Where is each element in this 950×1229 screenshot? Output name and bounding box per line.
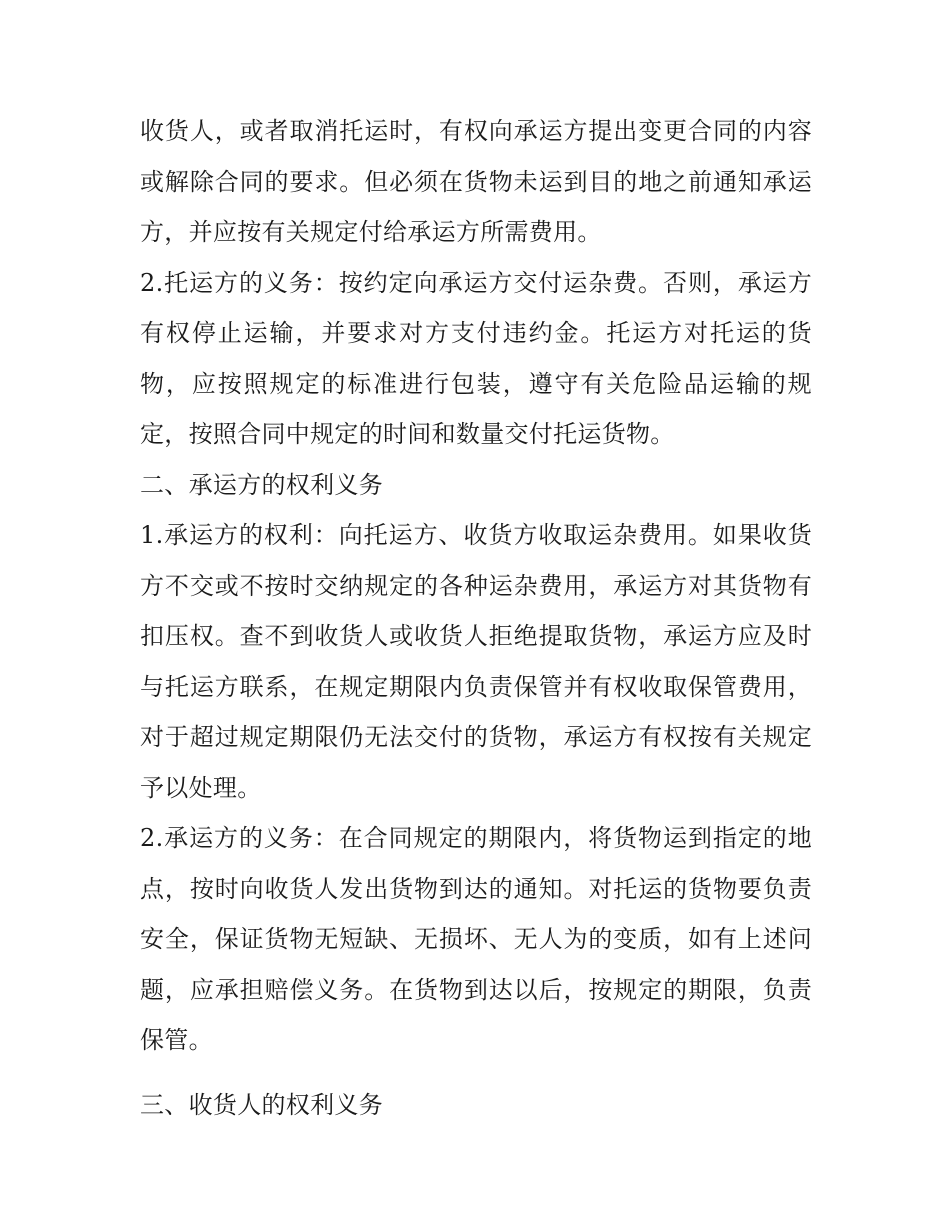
document-body: [140, 106, 812, 1130]
paragraph-carrier-rights: 1.承运方的权利：向托运方、收货方收取运杂费用。如果收货方不交或不按时交纳规定的各种运杂费用，承运方对其货物有扣压权。查不到收货人或收货人拒绝提取货物，承运方应及时与托运方联系，在规定期限内负责保管并有权收取保管费用，对于超过规定期限仍无法交付的货物，承运方有权按有关规定予以处理。: [140, 521, 812, 802]
paragraph-carrier-obligations: 2.承运方的义务：在合同规定的期限内，将货物运到指定的地点，按时向收货人发出货物到达的通知。对托运的货物要负责安全，保证货物无短缺、无损坏、无人为的变质，如有上述问题，应承担赔偿义务。在货物到达以后，按规定的期限，负责保管。: [140, 824, 812, 1054]
paragraph-consignor-obligations: 2.托运方的义务：按约定向承运方交付运杂费。否则，承运方有权停止运输，并要求对方支付违约金。托运方对托运的货物，应按照规定的标准进行包装，遵守有关危险品运输的规定，按照合同中规定的时间和数量交付托运货物。: [140, 268, 812, 448]
section-heading-carrier: 二、承运方的权利义务: [140, 470, 383, 499]
section-heading-consignee: 三、收货人的权利义务: [140, 1090, 383, 1119]
paragraph-consignor-rights-continued: 收货人，或者取消托运时，有权向承运方提出变更合同的内容或解除合同的要求。但必须在货物未运到目的地之前通知承运方，并应按有关规定付给承运方所需费用。: [140, 117, 812, 246]
